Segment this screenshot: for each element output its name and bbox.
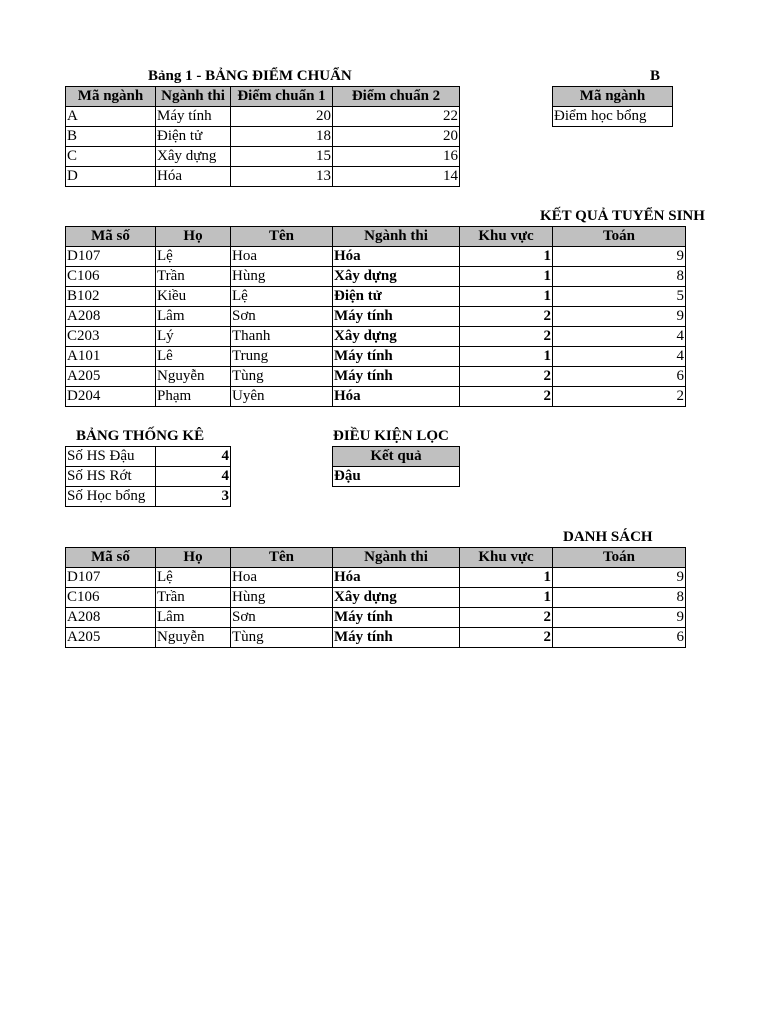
column-header: Toán — [553, 548, 686, 568]
column-header: Ngành thi — [333, 227, 460, 247]
table-row — [66, 467, 231, 487]
cell[interactable]: 4 — [156, 447, 231, 467]
table-row — [66, 608, 686, 628]
table-row — [66, 267, 686, 287]
cell[interactable]: 9 — [553, 247, 686, 267]
cell[interactable]: Hùng — [231, 267, 333, 287]
cell[interactable]: Hóa — [333, 568, 460, 588]
table1-benchmark — [65, 86, 460, 187]
table-row — [66, 487, 231, 507]
cell[interactable]: Lê — [156, 347, 231, 367]
results-header-row — [66, 227, 686, 247]
list-title: DANH SÁCH — [563, 529, 653, 545]
cell[interactable]: 22 — [333, 107, 460, 127]
cell[interactable]: D107 — [66, 568, 156, 588]
cell[interactable]: Hùng — [231, 588, 333, 608]
table2-title: B — [650, 68, 661, 84]
column-header: Họ — [156, 227, 231, 247]
cell[interactable]: D107 — [66, 247, 156, 267]
cell[interactable]: Lý — [156, 327, 231, 347]
cell[interactable]: C203 — [66, 327, 156, 347]
cell[interactable]: Lệ — [156, 247, 231, 267]
table-row — [66, 307, 686, 327]
cell[interactable]: C — [66, 147, 156, 167]
cell[interactable]: 2 — [460, 307, 553, 327]
table-row — [66, 147, 460, 167]
cell[interactable]: 6 — [553, 628, 686, 648]
table-row — [66, 347, 686, 367]
cell[interactable]: Thanh — [231, 327, 333, 347]
cell[interactable]: Máy tính — [156, 107, 231, 127]
cell[interactable]: Nguyễn — [156, 367, 231, 387]
cell[interactable]: 1 — [460, 588, 553, 608]
table-row — [66, 628, 686, 648]
cell[interactable]: Sơn — [231, 307, 333, 327]
cell[interactable]: 14 — [333, 167, 460, 187]
column-header: Họ — [156, 548, 231, 568]
column-header: Khu vực — [460, 548, 553, 568]
cell[interactable]: 15 — [231, 147, 333, 167]
cell[interactable]: 2 — [460, 608, 553, 628]
cell[interactable]: Hóa — [333, 247, 460, 267]
cell[interactable]: Xây dựng — [333, 588, 460, 608]
cell[interactable]: 9 — [553, 307, 686, 327]
filter-title: ĐIỀU KIỆN LỌC — [333, 428, 449, 444]
cell[interactable]: Hoa — [231, 247, 333, 267]
cell[interactable]: Xây dựng — [156, 147, 231, 167]
column-header: Ngành thi — [333, 548, 460, 568]
cell[interactable]: 1 — [460, 347, 553, 367]
cell[interactable]: 13 — [231, 167, 333, 187]
cell[interactable]: Máy tính — [333, 628, 460, 648]
table-row — [66, 127, 460, 147]
cell[interactable]: D204 — [66, 387, 156, 407]
cell[interactable]: A — [66, 107, 156, 127]
table-row — [66, 387, 686, 407]
cell[interactable]: A208 — [66, 307, 156, 327]
cell[interactable]: 20 — [333, 127, 460, 147]
results-table — [65, 226, 686, 407]
cell[interactable]: Máy tính — [333, 367, 460, 387]
cell[interactable]: 2 — [460, 367, 553, 387]
cell[interactable]: C106 — [66, 588, 156, 608]
column-header: Điểm chuẩn 2 — [333, 87, 460, 107]
cell[interactable]: 8 — [553, 267, 686, 287]
cell[interactable]: D — [66, 167, 156, 187]
cell[interactable]: 18 — [231, 127, 333, 147]
column-header: Tên — [231, 548, 333, 568]
cell[interactable]: Trần — [156, 588, 231, 608]
cell[interactable]: Lâm — [156, 307, 231, 327]
cell[interactable]: Hóa — [156, 167, 231, 187]
cell[interactable]: Trung — [231, 347, 333, 367]
column-header: Điểm chuẩn 1 — [231, 87, 333, 107]
cell[interactable]: Hóa — [333, 387, 460, 407]
table1-title: Bảng 1 - BẢNG ĐIỂM CHUẨN — [148, 68, 352, 84]
table-row — [66, 588, 686, 608]
cell[interactable]: Xây dựng — [333, 327, 460, 347]
column-header: Mã số — [66, 227, 156, 247]
cell[interactable]: Xây dựng — [333, 267, 460, 287]
cell[interactable]: 2 — [460, 628, 553, 648]
column-header: Mã số — [66, 548, 156, 568]
table-row — [66, 107, 460, 127]
cell[interactable]: 2 — [460, 327, 553, 347]
table-row — [66, 568, 686, 588]
cell[interactable]: 1 — [460, 247, 553, 267]
cell[interactable]: A101 — [66, 347, 156, 367]
cell[interactable]: A205 — [66, 367, 156, 387]
table-row — [553, 107, 673, 127]
cell[interactable]: 8 — [553, 588, 686, 608]
column-header: Mã ngành — [66, 87, 156, 107]
filter-header-row — [333, 447, 460, 467]
list-header-row — [66, 548, 686, 568]
table-row — [333, 467, 460, 487]
cell[interactable]: 1 — [460, 267, 553, 287]
cell[interactable]: Hoa — [231, 568, 333, 588]
cell[interactable]: 5 — [553, 287, 686, 307]
cell[interactable]: Số HS Rớt — [66, 467, 156, 487]
cell[interactable]: Lệ — [231, 287, 333, 307]
cell[interactable]: 1 — [460, 287, 553, 307]
cell[interactable]: Số Học bổng — [66, 487, 156, 507]
cell[interactable]: Điện tử — [156, 127, 231, 147]
cell[interactable]: A208 — [66, 608, 156, 628]
table2-scholarship — [552, 86, 673, 127]
cell[interactable]: 6 — [553, 367, 686, 387]
column-header: Kết quả — [333, 447, 460, 467]
table-row — [66, 247, 686, 267]
cell[interactable]: 1 — [460, 568, 553, 588]
results-title: KẾT QUẢ TUYỂN SINH — [540, 208, 705, 224]
table-row — [66, 327, 686, 347]
cell[interactable]: 9 — [553, 568, 686, 588]
cell[interactable]: Điện tử — [333, 287, 460, 307]
cell[interactable]: Kiều — [156, 287, 231, 307]
cell[interactable]: Số HS Đậu — [66, 447, 156, 467]
cell[interactable]: Lệ — [156, 568, 231, 588]
stats-title: BẢNG THỐNG KÊ — [76, 428, 205, 444]
column-header: Tên — [231, 227, 333, 247]
cell[interactable]: 4 — [553, 347, 686, 367]
filter-table — [332, 446, 460, 487]
column-header: Toán — [553, 227, 686, 247]
cell[interactable]: B102 — [66, 287, 156, 307]
cell[interactable]: Máy tính — [333, 347, 460, 367]
cell[interactable]: Uyên — [231, 387, 333, 407]
cell[interactable]: Tùng — [231, 367, 333, 387]
cell[interactable]: 4 — [553, 327, 686, 347]
table2-header-row — [553, 87, 673, 107]
cell[interactable]: Đậu — [333, 467, 460, 487]
table-row — [66, 367, 686, 387]
column-header: Mã ngành — [553, 87, 673, 107]
cell[interactable]: 20 — [231, 107, 333, 127]
table-row — [66, 167, 460, 187]
column-header: Ngành thi — [156, 87, 231, 107]
cell[interactable]: 16 — [333, 147, 460, 167]
cell[interactable]: Máy tính — [333, 608, 460, 628]
cell[interactable]: C106 — [66, 267, 156, 287]
table-row — [66, 287, 686, 307]
cell[interactable]: A205 — [66, 628, 156, 648]
table1-header-row — [66, 87, 460, 107]
cell[interactable]: Phạm — [156, 387, 231, 407]
cell[interactable]: Điểm học bổng — [553, 107, 673, 127]
column-header: Khu vực — [460, 227, 553, 247]
cell[interactable]: Lâm — [156, 608, 231, 628]
cell[interactable]: 2 — [553, 387, 686, 407]
cell[interactable]: Nguyễn — [156, 628, 231, 648]
table-row — [66, 447, 231, 467]
list-table — [65, 547, 686, 648]
cell[interactable]: 9 — [553, 608, 686, 628]
cell[interactable]: 4 — [156, 467, 231, 487]
cell[interactable]: Tùng — [231, 628, 333, 648]
cell[interactable]: Sơn — [231, 608, 333, 628]
cell[interactable]: B — [66, 127, 156, 147]
cell[interactable]: 3 — [156, 487, 231, 507]
cell[interactable]: Trần — [156, 267, 231, 287]
cell[interactable]: 2 — [460, 387, 553, 407]
stats-table — [65, 446, 231, 507]
cell[interactable]: Máy tính — [333, 307, 460, 327]
